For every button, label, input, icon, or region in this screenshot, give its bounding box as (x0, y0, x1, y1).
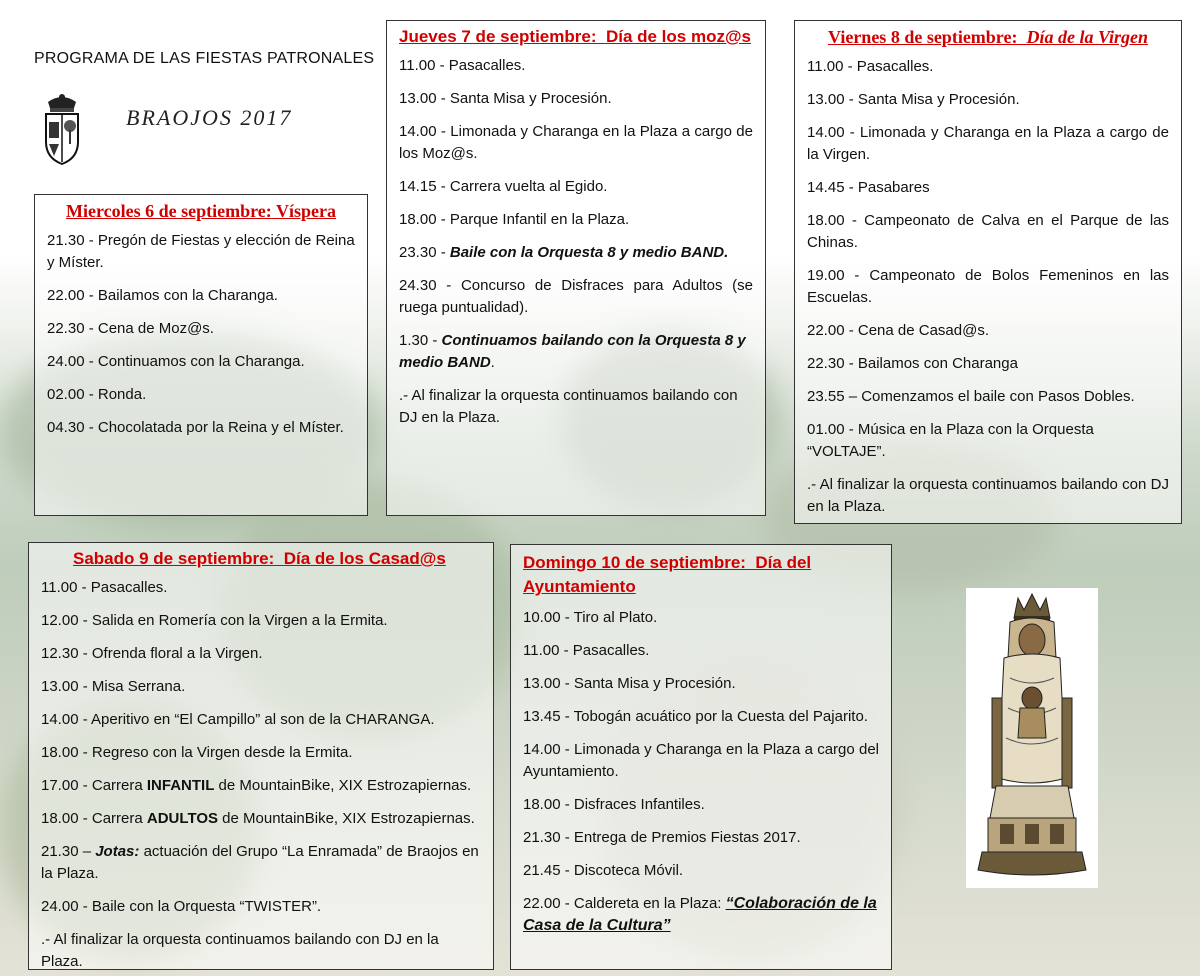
page-title: PROGRAMA DE LAS FIESTAS PATRONALES (34, 50, 375, 67)
event-item: 22.30 - Bailamos con Charanga (807, 355, 1018, 372)
day-title: Día de los moz@s (605, 27, 751, 46)
event-item: 19.00 - Campeonato de Bolos Femeninos en las Escuelas. (807, 267, 1169, 306)
event-item: 22.00 - Caldereta en la Plaza: “Colaboración de la Casa de la Cultura” (523, 895, 877, 934)
event-item: 13.00 - Santa Misa y Procesión. (399, 90, 612, 107)
event-item: 22.00 - Bailamos con la Charanga. (47, 287, 278, 304)
event-item: 21.30 - Entrega de Premios Fiestas 2017. (523, 829, 801, 846)
event-item: 14.00 - Limonada y Charanga en la Plaza a cargo del Ayuntamiento. (523, 741, 879, 780)
event-item: .- Al finalizar la orquesta continuamos bailando con DJ en la Plaza. (807, 476, 1169, 515)
day-heading (523, 551, 823, 599)
event-item: 11.00 - Pasacalles. (41, 579, 168, 596)
event-item: 14.00 - Limonada y Charanga en la Plaza a cargo de la Virgen. (807, 124, 1169, 163)
day-heading (807, 27, 1169, 48)
event-item: 13.00 - Misa Serrana. (41, 678, 186, 695)
event-item: 14.15 - Carrera vuelta al Egido. (399, 178, 608, 195)
day-date: Jueves 7 de septiembre: (399, 27, 597, 46)
event-item: 14.45 - Pasabares (807, 179, 930, 196)
event-item: 17.00 - Carrera INFANTIL de MountainBike, XIX Estrozapiernas. (41, 777, 472, 794)
virgin-statue-icon (966, 588, 1098, 888)
event-item: 14.00 - Limonada y Charanga en la Plaza a cargo de los Moz@s. (399, 123, 753, 162)
day-date: Miercoles 6 de septiembre: (66, 201, 272, 221)
event-item: 04.30 - Chocolatada por la Reina y el Míster. (47, 419, 344, 436)
event-item: 21.30 - Pregón de Fiestas y elección de Reina y Míster. (47, 232, 355, 271)
day-heading (47, 201, 355, 222)
event-item: 18.00 - Disfraces Infantiles. (523, 796, 705, 813)
event-item: 14.00 - Aperitivo en “El Campillo” al son de la CHARANGA. (41, 711, 435, 728)
day-date: Sabado 9 de septiembre: (73, 549, 275, 568)
day-heading (73, 549, 481, 569)
day-card-saturday (28, 542, 494, 970)
event-item: 11.00 - Pasacalles. (807, 58, 934, 75)
event-item: 24.00 - Continuamos con la Charanga. (47, 353, 305, 370)
event-item: 22.30 - Cena de Moz@s. (47, 320, 214, 337)
event-item: 24.30 - Concurso de Disfraces para Adultos (se ruega puntualidad). (399, 277, 753, 316)
event-item: 1.30 - Continuamos bailando con la Orquesta 8 y medio BAND. (399, 332, 746, 371)
day-card-sunday (510, 544, 892, 970)
event-item: 23.30 - Baile con la Orquesta 8 y medio BAND. (399, 244, 729, 261)
day-date: Domingo 10 de septiembre: (523, 553, 746, 572)
day-title: Día de los Casad@s (283, 549, 446, 568)
event-item: 11.00 - Pasacalles. (399, 57, 526, 74)
event-item: 18.00 - Campeonato de Calva en el Parque de las Chinas. (807, 212, 1169, 251)
event-item: 12.30 - Ofrenda floral a la Virgen. (41, 645, 263, 662)
event-item: 24.00 - Baile con la Orquesta “TWISTER”. (41, 898, 322, 915)
day-card-thursday (386, 20, 766, 516)
event-item: 18.00 - Carrera ADULTOS de MountainBike, XIX Estrozapiernas. (41, 810, 475, 827)
event-item: 18.00 - Parque Infantil en la Plaza. (399, 211, 630, 228)
event-item: .- Al finalizar la orquesta continuamos bailando con DJ en la Plaza. (41, 931, 439, 970)
event-item: 13.00 - Santa Misa y Procesión. (523, 675, 736, 692)
day-heading (399, 27, 753, 47)
event-item: .- Al finalizar la orquesta continuamos bailando con DJ en la Plaza. (399, 387, 738, 426)
event-item: 22.00 - Cena de Casad@s. (807, 322, 989, 339)
town-name: BRAOJOS 2017 (126, 105, 293, 130)
day-date: Viernes 8 de septiembre: (828, 27, 1018, 47)
event-item: 01.00 - Música en la Plaza con la Orquesta “VOLTAJE”. (807, 421, 1094, 460)
event-item: 13.00 - Santa Misa y Procesión. (807, 91, 1020, 108)
event-item: 11.00 - Pasacalles. (523, 642, 650, 659)
event-item: 10.00 - Tiro al Plato. (523, 609, 658, 626)
event-item: 21.45 - Discoteca Móvil. (523, 862, 684, 879)
event-item: 23.55 – Comenzamos el baile con Pasos Dobles. (807, 388, 1135, 405)
event-item: 12.00 - Salida en Romería con la Virgen a la Ermita. (41, 612, 388, 629)
day-title: Víspera (275, 201, 336, 221)
event-item: 13.45 - Tobogán acuático por la Cuesta del Pajarito. (523, 708, 868, 725)
day-title: Día de la Virgen (1026, 27, 1148, 47)
event-item: 02.00 - Ronda. (47, 386, 147, 403)
event-item: 21.30 – Jotas: actuación del Grupo “La Enramada” de Braojos en la Plaza. (41, 843, 479, 882)
coat-of-arms-icon (40, 92, 84, 171)
event-item: 18.00 - Regreso con la Virgen desde la Ermita. (41, 744, 353, 761)
day-title: Día del Ayuntamiento (523, 553, 812, 596)
day-card-wednesday (34, 194, 368, 516)
day-card-friday (794, 20, 1182, 524)
